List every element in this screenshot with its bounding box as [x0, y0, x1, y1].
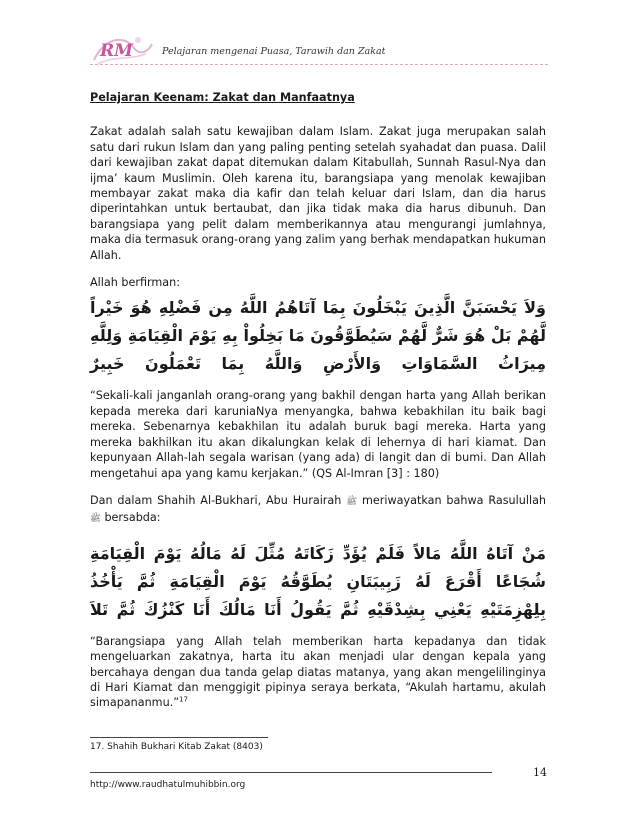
page-number: 14 — [533, 766, 547, 779]
honorific-icon: ﷺ — [90, 514, 101, 525]
footer-url[interactable]: http://www.raudhatulmuhibbin.org — [90, 780, 246, 790]
section-title: Pelajaran Keenam: Zakat dan Manfaatnya — [90, 91, 355, 104]
hadith-translation-text: “Barangsiapa yang Allah telah memberikan harta kepadanya dan tidak mengeluarkan zakatnya, harta itu akan menjadi ular dengan kepala yang bercahaya dengan dua tanda gelap diatas matanya, yang akan mengelilinginya di Hari Kiamat dan menggigit pipinya seraya berkata, “Akulah hartamu, akulah simapananmu.” — [90, 634, 546, 710]
footnote-ref[interactable]: 17 — [179, 695, 188, 704]
hadith-translation — [90, 634, 546, 711]
logo-text: RM — [100, 41, 133, 61]
running-title: Pelajaran mengenai Puasa, Tarawih dan Zakat — [162, 46, 386, 57]
hadith-intro-part-2: meriwayatkan bahwa Rasulullah — [361, 493, 547, 507]
hadith-arabic: مَنْ آتَاهُ اللَّهُ مَالاً فَلَمْ يُؤَدِّ زَكَاتَهُ مُثِّلَ لَهُ مَالُهُ يَوْمَ الْقِيَامَةِ شُجَاعًا أَقْرَعَ لَهُ زَبِيبَتَانِ يُطَوَّقُهُ يَوْمَ الْقِيَامَةِ ثُمَّ يَأْخُذُ بِلِهْزِمَتَيْهِ يَعْنِي بِشِدْقَيْهِ ثُمَّ يَقُولُ أَنَا مَالُكَ أَنَا كَنْزُكَ ثُمَّ تَلاَ — [90, 543, 546, 619]
footer-divider — [90, 772, 492, 773]
intro-paragraph: Zakat adalah salah satu kewajiban dalam Islam. Zakat juga merupakan salah satu dari rukun Islam dan yang paling penting setelah syahadat dan puasa. Dalil dari kewajiban zakat dapat ditemukan dalam Kitabullah, Sunnah Rasul-Nya dan ijma’ kaum Muslimin. Oleh karena itu, barangsiapa yang menolak kewajiban membayar zakat maka dia kafir dan telah keluar dari Islam, dan dia harus diperintahkan untuk bertaubat, dan jika tidak maka dia harus dibunuh. Dan barangsiapa yang pelit dalam memberikannya atau mengurangi jumlahnya, maka dia termasuk orang-orang yang zalim yang berhak mendapatkan hukuman Allah. — [90, 125, 546, 262]
hadith-intro-part-1: Dan dalam Shahih Al-Bukhari, Abu Hurairah — [90, 493, 342, 507]
quran-verse-arabic: وَلاَ يَحْسَبَنَّ الَّذِينَ يَبْخَلُونَ بِمَا آتَاهُمُ اللَّهُ مِن فَضْلِهِ هُوَ خَيْراً لَّهُمْ بَلْ هُوَ شَرٌّ لَّهُمْ سَيُطَوَّقُونَ مَا بَخِلُواْ بِهِ يَوْمَ الْقِيَامَةِ وَلِلَّهِ مِيرَاثُ السَّمَاوَاتِ وَالأَرْضِ وَاللَّهُ بِمَا تَعْمَلُونَ خَبِيرٌ — [90, 298, 546, 374]
footnote-divider — [90, 737, 268, 738]
honorific-icon: ﷺ — [346, 496, 358, 507]
footnote-text: 17. Shahih Bukhari Kitab Zakat (8403) — [90, 742, 263, 752]
allah-said-label: Allah berfirman: — [90, 276, 181, 290]
header-divider — [90, 64, 548, 65]
verse-translation: “Sekali-kali janganlah orang-orang yang bakhil dengan harta yang Allah berikan kepada mereka dari karuniaNya menyangka, bahwa kebakhilan itu baik bagi mereka. Sebenarnya kebakhilan itu adalah buruk bagi mereka. Harta yang mereka bakhilkan itu akan dikalungkan kelak di lehernya di hari kiamat. Dan kepunyaan Allah-lah segala warisan (yang ada) di langit dan di bumi. Dan Allah mengetahui apa yang kamu kerjakan.” (QS Al-Imran [3] : 180) — [90, 389, 546, 480]
hadith-intro — [90, 493, 546, 528]
hadith-intro-part-3: bersabda: — [104, 511, 161, 525]
page-content — [90, 90, 546, 723]
